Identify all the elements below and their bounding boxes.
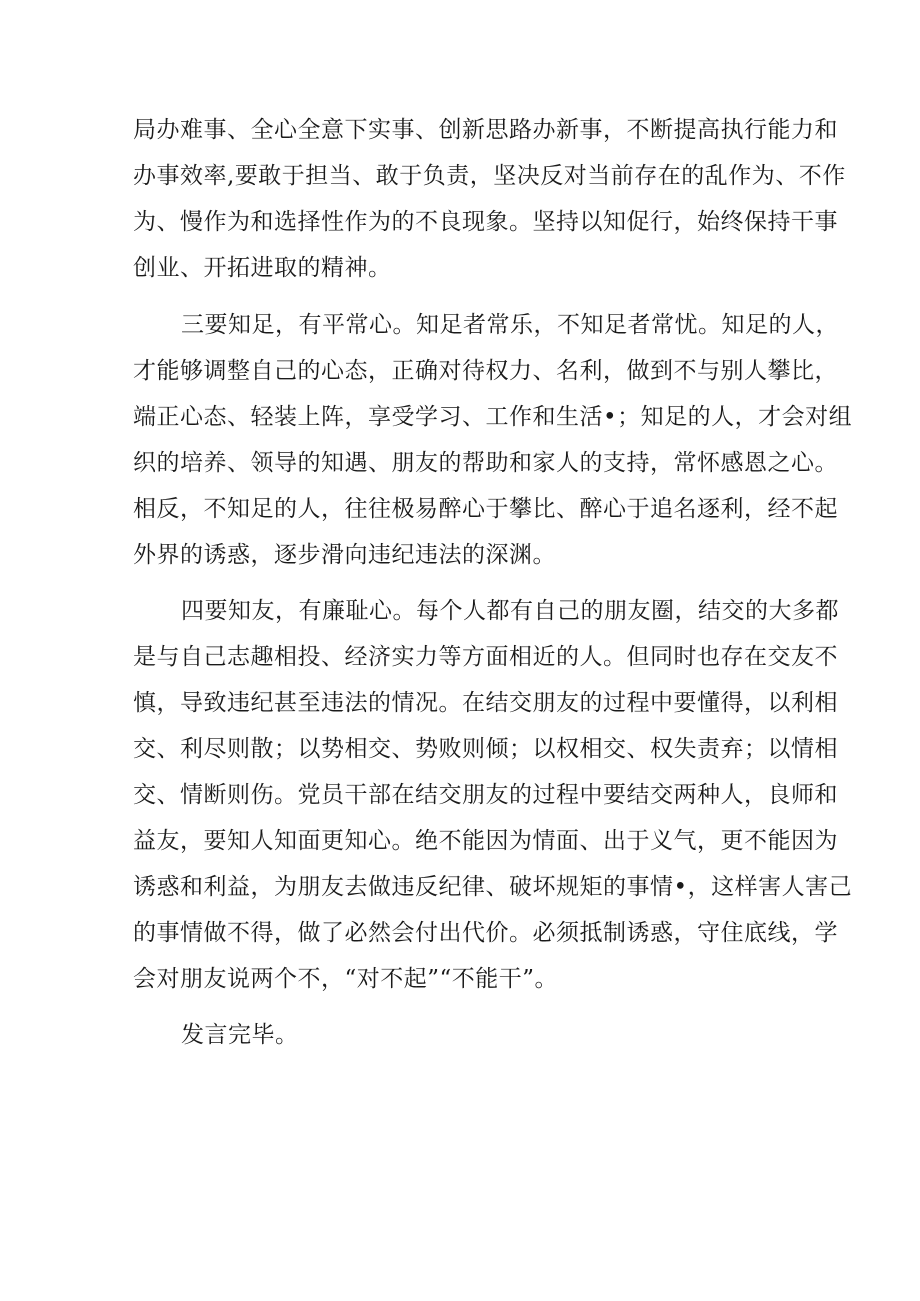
paragraph-3-line-3: 慎，导致违纪甚至违法的情况。在结交朋友的过程中要懂得，以利相 — [133, 690, 838, 716]
paragraph-3-line-1: 四要知友，有廉耻心。每个人都有自己的朋友圈，结交的大多都 — [181, 598, 839, 624]
paragraph-3-line-8: 的事情做不得，做了必然会付出代价。必须抵制诱惑，守住底线，学 — [133, 920, 838, 946]
paragraph-2-line-5: 相反，不知足的人，往往极易醉心于攀比、醉心于追名逐利，经不起 — [133, 496, 838, 522]
paragraph-2-line-2: 才能够调整自己的心态，正确对待权力、名利，做到不与别人攀比， — [133, 358, 838, 384]
closing-line: 发言完毕。 — [181, 1022, 299, 1048]
paragraph-2-line-3: 端正心态、轻装上阵，享受学习、工作和生活•；知足的人，才会对组 — [133, 404, 853, 430]
paragraph-1-line-1: 局办难事、全心全意下实事、创新思路办新事，不断提高执行能力和 — [133, 117, 838, 143]
paragraph-1-line-3: 为、慢作为和选择性作为的不良现象。坚持以知促行，始终保持干事 — [133, 209, 838, 235]
paragraph-1-line-4: 创业、开拓进取的精神。 — [133, 255, 392, 281]
paragraph-3-line-6: 益友，要知人知面更知心。绝不能因为情面、出于义气，更不能因为 — [133, 828, 838, 854]
paragraph-3-line-7: 诱惑和利益，为朋友去做违反纪律、破坏规矩的事情•，这样害人害己 — [133, 874, 853, 900]
paragraph-2-line-4: 织的培养、领导的知遇、朋友的帮助和家人的支持，常怀感恩之心。 — [133, 450, 838, 476]
paragraph-2-line-6: 外界的诱惑，逐步滑向违纪违法的深渊。 — [133, 542, 556, 568]
paragraph-3-line-9: 会对朋友说两个不，“对不起”“不能干”。 — [133, 966, 559, 992]
paragraph-3-line-4: 交、利尽则散；以势相交、势败则倾；以权相交、权失责弃；以情相 — [133, 736, 838, 762]
paragraph-3-line-2: 是与自己志趣相投、经济实力等方面相近的人。但同时也存在交友不 — [133, 644, 838, 670]
paragraph-1-line-2: 办事效率,要敢于担当、敢于负责，坚决反对当前存在的乱作为、不作 — [133, 163, 846, 189]
document-body — [133, 0, 853, 1301]
paragraph-2-line-1: 三要知足，有平常心。知足者常乐，不知足者常忧。知足的人， — [181, 312, 839, 338]
paragraph-3-line-5: 交、情断则伤。党员干部在结交朋友的过程中要结交两种人，良师和 — [133, 782, 838, 808]
